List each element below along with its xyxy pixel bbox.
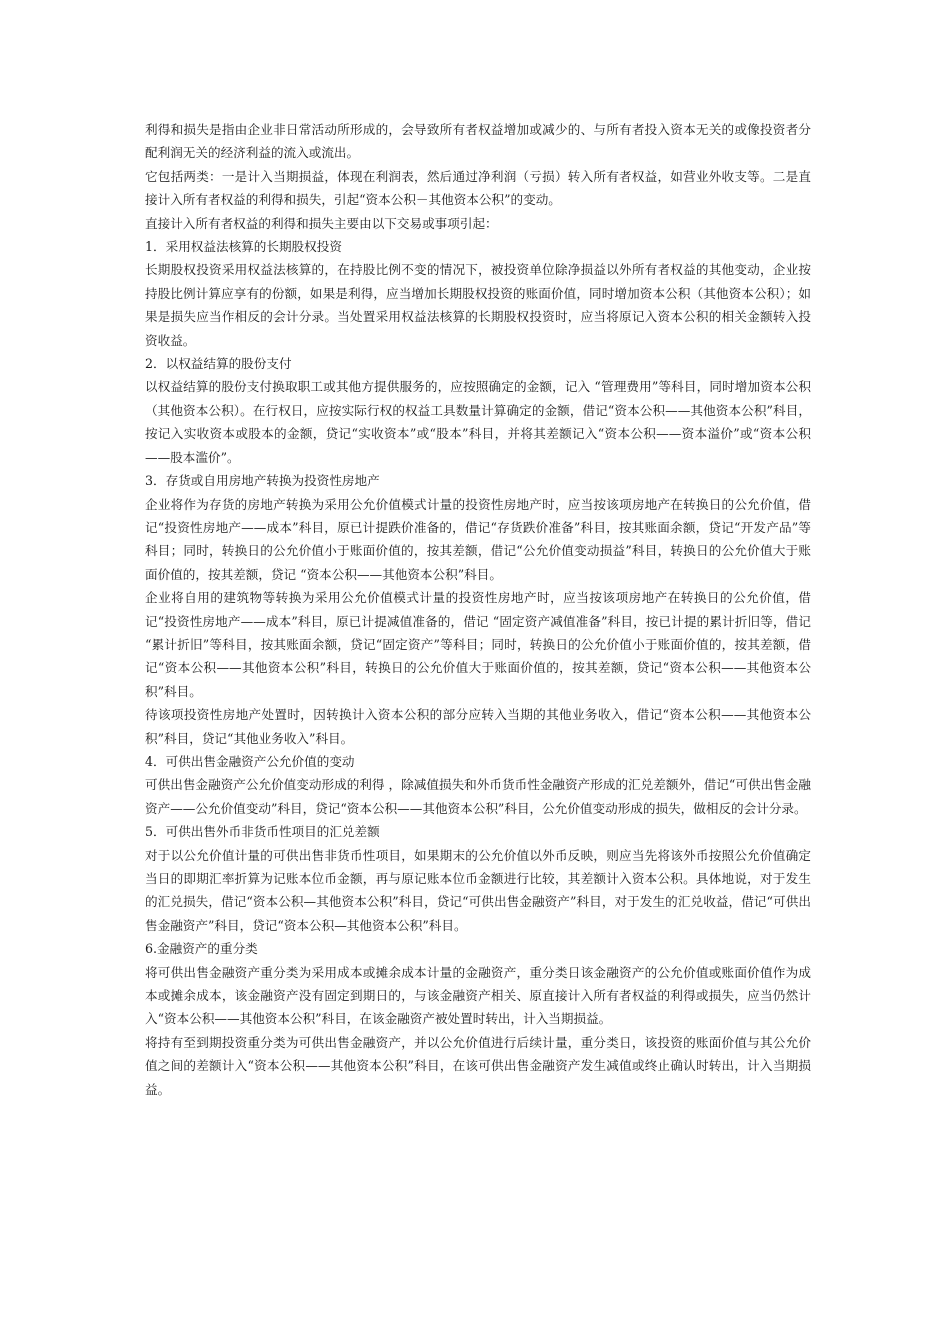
paragraph-intro-list: 直接计入所有者权益的利得和损失主要由以下交易或事项引起：	[145, 215, 498, 231]
section-heading-4: 4．可供出售金融资产公允价值的变动	[145, 753, 355, 769]
section-body-4: 可供出售金融资产公允价值变动形成的利得 ，除减值损失和外币货币性金融资产形成的汇兑差额外，借记“可供出售金融资产——公允价值变动”科目，贷记“资本公积——其他资本公积”科目，公允价值变动形成的损失，做相反的会计分录。	[145, 777, 811, 816]
section-heading-6: 6.金融资产的重分类	[145, 941, 258, 957]
document-body	[145, 118, 811, 1101]
section-heading-5: 5．可供出售外币非货币性项目的汇兑差额	[145, 824, 380, 840]
section-heading-2: 2．以权益结算的股份支付	[145, 356, 292, 372]
section-body-2: 以权益结算的股份支付换取职工或其他方提供服务的，应按照确定的金额，记入 “管理费用”等科目，同时增加资本公积（其他资本公积）。在行权日，应按实际行权的权益工具数量计算确定的金额，借记“资本公积——其他资本公积”科目，按记入实收资本或股本的金额，贷记“实收资本”或“股本”科目，并将其差额记入“资本公积——资本溢价”或“资本公积——股本滥价”。	[145, 379, 811, 465]
section-body-1: 长期股权投资采用权益法核算的，在持股比例不变的情况下，被投资单位除净损益以外所有者权益的其他变动，企业按持股比例计算应享有的份额，如果是利得，应当增加长期股权投资的账面价值，同时增加资本公积（其他资本公积）；如果是损失应当作相反的会计分录。当处置采用权益法核算的长期股权投资时，应当将原记入资本公积的相关金额转入投资收益。	[145, 262, 811, 348]
paragraph-two-types: 它包括两类：一是计入当期损益，体现在利润表，然后通过净利润（亏损）转入所有者权益，如营业外收支等。二是直接计入所有者权益的利得和损失，引起“资本公积－其他资本公积”的变动。	[145, 168, 811, 208]
section-body-3c: 待该项投资性房地产处置时，因转换计入资本公积的部分应转入当期的其他业务收入，借记“资本公积——其他资本公积”科目，贷记“其他业务收入”科目。	[145, 707, 811, 746]
section-body-5: 对于以公允价值计量的可供出售非货币性项目，如果期末的公允价值以外币反映，则应当先将该外币按照公允价值确定当日的即期汇率折算为记账本位币金额，再与原记账本位币金额进行比较，其差额计入资本公积。具体地说，对于发生的汇兑损失，借记“资本公积—其他资本公积”科目，贷记“可供出售金融资产”科目，对于发生的汇兑收益，借记“可供出售金融资产”科目，贷记“资本公积—其他资本公积”科目。	[145, 847, 811, 933]
section-body-6a: 将可供出售金融资产重分类为采用成本或摊余成本计量的金融资产，重分类日该金融资产的公允价值或账面价值作为成本或摊余成本，该金融资产没有固定到期日的，与该金融资产相关、原直接计入所有者权益的利得或损失，应当仍然计入“资本公积——其他资本公积”科目，在该金融资产被处置时转出，计入当期损益。	[145, 964, 811, 1027]
section-heading-1: 1．采用权益法核算的长期股权投资	[145, 239, 342, 255]
section-body-3b: 企业将自用的建筑物等转换为采用公允价值模式计量的投资性房地产时，应当按该项房地产在转换日的公允价值，借记“投资性房地产——成本”科目，原已计提减值准备的，借记 “固定资产减值准备”科目，按已计提的累计折旧等，借记 “累计折旧”等科目，按其账面余额，贷记“固定资产”等科目；同时，转换日的公允价值小于账面价值的，按其差额，借记“资本公积——其他资本公积”科目，转换日的公允价值大于账面价值的，按其差额，贷记“资本公积——其他资本公积”科目。	[145, 590, 811, 699]
section-body-6b: 将持有至到期投资重分类为可供出售金融资产，并以公允价值进行后续计量，重分类日，该投资的账面价值与其公允价值之间的差额计入“资本公积——其他资本公积”科目，在该可供出售金融资产发生减值或终止确认时转出，计入当期损益。	[145, 1034, 811, 1097]
section-body-3a: 企业将作为存货的房地产转换为采用公允价值模式计量的投资性房地产时，应当按该项房地产在转换日的公允价值，借记“投资性房地产——成本”科目，原已计提跌价准备的，借记“存货跌价准备”科目，按其账面余额，贷记“开发产品”等科目；同时，转换日的公允价值小于账面价值的，按其差额，借记“公允价值变动损益”科目，转换日的公允价值大于账面价值的，按其差额，贷记 “资本公积——其他资本公积”科目。	[145, 496, 811, 582]
section-heading-3: 3．存货或自用房地产转换为投资性房地产	[145, 473, 380, 489]
paragraph-definition: 利得和损失是指由企业非日常活动所形成的，会导致所有者权益增加或减少的、与所有者投入资本无关的或像投资者分配利润无关的经济利益的流入或流出。	[145, 122, 811, 161]
